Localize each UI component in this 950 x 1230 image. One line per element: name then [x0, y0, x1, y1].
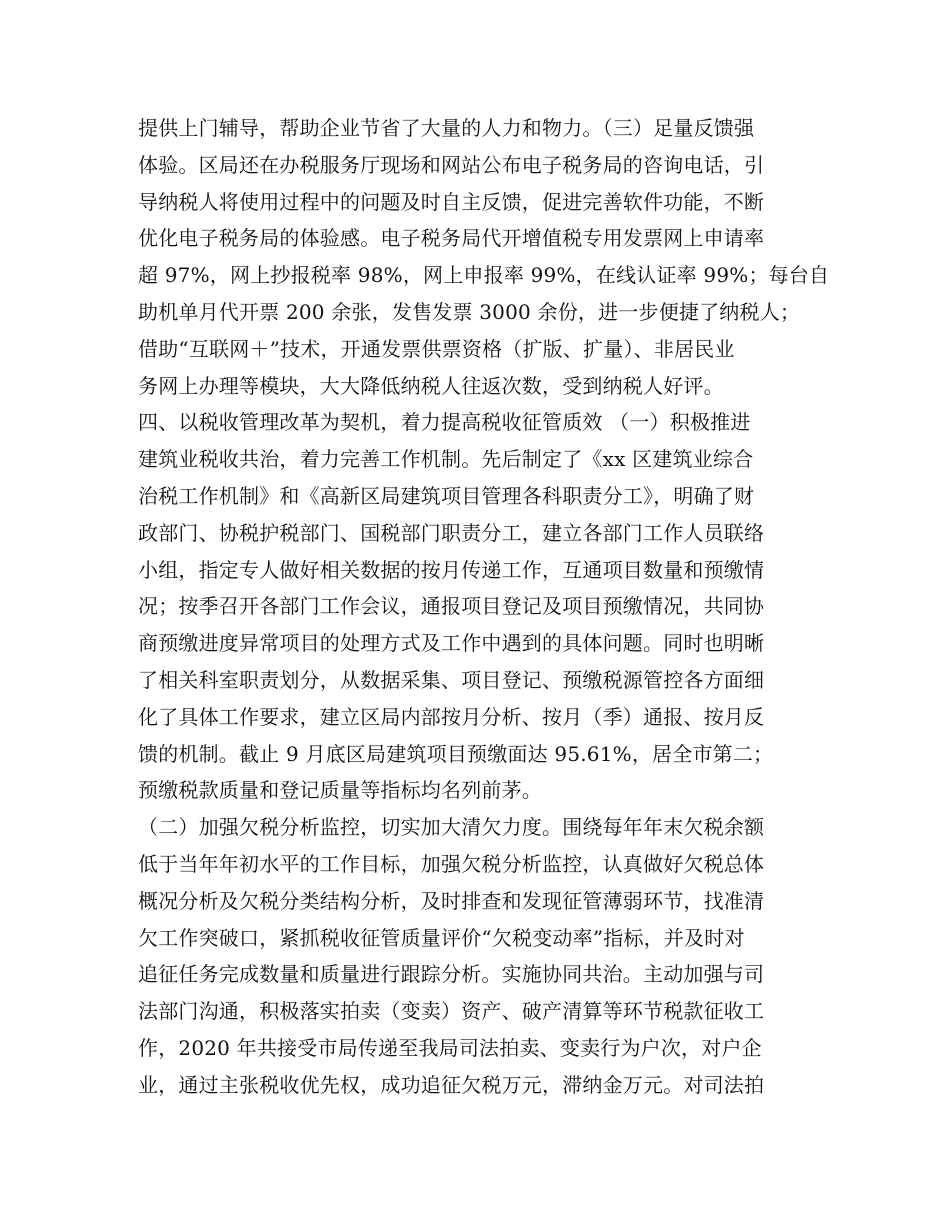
section-heading-line: 四、以税收管理改革为契机，着力提高税收征管质效 （一）积极推进: [138, 410, 751, 435]
text-line: 业，通过主张税收优先权，成功追征欠税万元，滞纳金万元。对司法拍: [138, 1072, 765, 1097]
text-line: 借助“互联网＋”技术，开通发票供票资格（扩版、扩量）、非居民业: [138, 336, 735, 361]
text-line: 导纳税人将使用过程中的问题及时自主反馈，促进完善软件功能，不断: [138, 189, 765, 214]
text-line: 况；按季召开各部门工作会议，通报项目登记及项目预缴情况，共同协: [138, 594, 765, 619]
text-line: 馈的机制。截止 9 月底区局建筑项目预缴面达 95.61%，居全市第二；: [138, 741, 774, 766]
text-line: 低于当年年初水平的工作目标，加强欠税分析监控，认真做好欠税总体: [138, 851, 765, 876]
text-line: 商预缴进度异常项目的处理方式及工作中遇到的具体问题。同时也明晰: [138, 631, 765, 656]
body-text: [138, 110, 828, 1104]
text-line: 优化电子税务局的体验感。电子税务局代开增值税专用发票网上申请率: [138, 226, 765, 251]
text-line: 概况分析及欠税分类结构分析，及时排查和发现征管薄弱环节，找准清: [138, 888, 765, 913]
text-line: 提供上门辅导，帮助企业节省了大量的人力和物力。（三）足量反馈强: [138, 116, 755, 140]
text-line: 化了具体工作要求，建立区局内部按月分析、按月（季）通报、按月反: [138, 704, 765, 729]
text-line: 政部门、协税护税部门、国税部门职责分工，建立各部门工作人员联络: [138, 520, 765, 545]
text-line: 了相关科室职责划分，从数据采集、项目登记、预缴税源管控各方面细: [138, 667, 765, 692]
text-line: 追征任务完成数量和质量进行跟踪分析。实施协同共治。主动加强与司: [138, 962, 765, 987]
text-line: 务网上办理等模块，大大降低纳税人往返次数，受到纳税人好评。: [138, 373, 724, 398]
text-line: 预缴税款质量和登记质量等指标均名列前茅。: [138, 778, 542, 803]
text-line: 法部门沟通，积极落实拍卖（变卖）资产、破产清算等环节税款征收工: [138, 999, 765, 1024]
text-line: 建筑业税收共治，着力完善工作机制。先后制定了《xx 区建筑业综合: [138, 447, 754, 472]
text-line: 超 97%，网上抄报税率 98%，网上申报率 99%，在线认证率 99%；每台自: [138, 263, 830, 288]
text-line: 助机单月代开票 200 余张，发售发票 3000 余份，进一步便捷了纳税人；: [138, 299, 801, 324]
text-line: 治税工作机制》和《高新区局建筑项目管理各科职责分工》，明确了财: [138, 483, 755, 508]
paragraph-start-line: （二）加强欠税分析监控，切实加大清欠力度。围绕每年年末欠税余额: [138, 815, 765, 840]
text-line: 体验。区局还在办税服务厅现场和网站公布电子税务局的咨询电话，引: [138, 152, 765, 177]
text-line: 作，2020 年共接受市局传递至我局司法拍卖、变卖行为户次，对户企: [138, 1035, 762, 1060]
text-line: 小组，指定专人做好相关数据的按月传递工作，互通项目数量和预缴情: [138, 557, 765, 582]
text-line: 欠工作突破口，紧抓税收征管质量评价“欠税变动率”指标，并及时对: [138, 925, 745, 950]
